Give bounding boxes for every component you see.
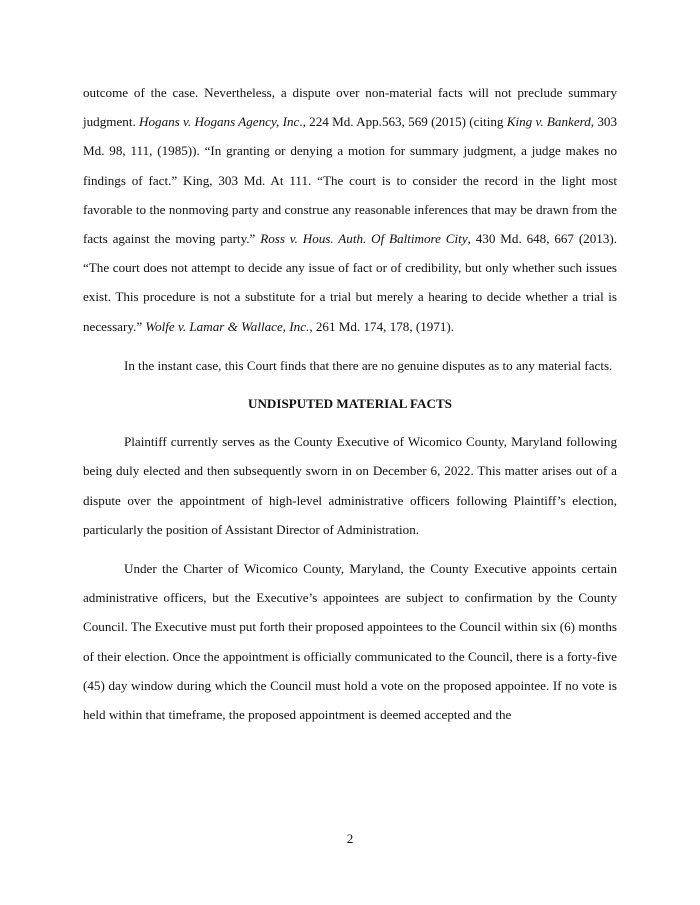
case-citation: Wolfe v. Lamar & Wallace, Inc. xyxy=(145,318,310,334)
paragraph-text: outcome of the case. Nevertheless, a dispute over non-material facts will not preclude summary judgment. xyxy=(83,85,617,130)
paragraph-text: , 261 Md. 174, 178, (1971). xyxy=(309,318,455,334)
section-heading: UNDISPUTED MATERIAL FACTS xyxy=(248,396,452,412)
paragraph-court-finding: In the instant case, this Court finds that there are no genuine disputes as to any material facts. xyxy=(124,357,613,373)
paragraph-summary-judgment xyxy=(83,78,617,341)
case-citation: Hogans v. Hogans Agency, Inc xyxy=(139,114,300,130)
document-body xyxy=(83,78,617,729)
paragraph-plaintiff-background: Plaintiff currently serves as the County Executive of Wicomico County, Maryland following being duly elected and then subsequently sworn in on December 6, 2022. This matter arises out of a dispute over the appointment of high-level administrative officers following Plaintiff’s election, particularly the position of Assistant Director of Administration. xyxy=(83,434,617,537)
page-number: 2 xyxy=(346,831,354,846)
paragraph-text: , 430 Md. 648, 667 (2013). “The court does not attempt to decide any issue of fact or of credibility, but only whether such issues exist. This procedure is not a substitute for a trial but merely a hearing to decide whether a trial is necessary.” xyxy=(83,231,617,334)
case-citation: King v. Bankerd, xyxy=(506,114,595,130)
paragraph-county-charter: Under the Charter of Wicomico County, Maryland, the County Executive appoints certain administrative officers, but the Executive’s appointees are subject to confirmation by the County Council. The Executive must put forth their proposed appointees to the Council within six (6) months of their election. Once the appointment is officially communicated to the Council, there is a forty-five (45) day window during which the Council must hold a vote on the proposed appointee. If no vote is held within that timeframe, the proposed appointment is deemed accepted and the xyxy=(83,561,617,723)
paragraph-text: ., 224 Md. App.563, 569 (2015) (citing xyxy=(299,114,507,130)
paragraph-text: 303 Md. 98, 111, (1985)). “In granting or denying a motion for summary judgment, a judge makes no findings of fact.” King, 303 Md. At 111. “The court is to consider the record in the light most favorable to the nonmoving party and construe any reasonable inferences that may be drawn from the facts against the moving party.” xyxy=(83,114,618,247)
case-citation: Ross v. Hous. Auth. Of Baltimore City xyxy=(260,231,468,247)
